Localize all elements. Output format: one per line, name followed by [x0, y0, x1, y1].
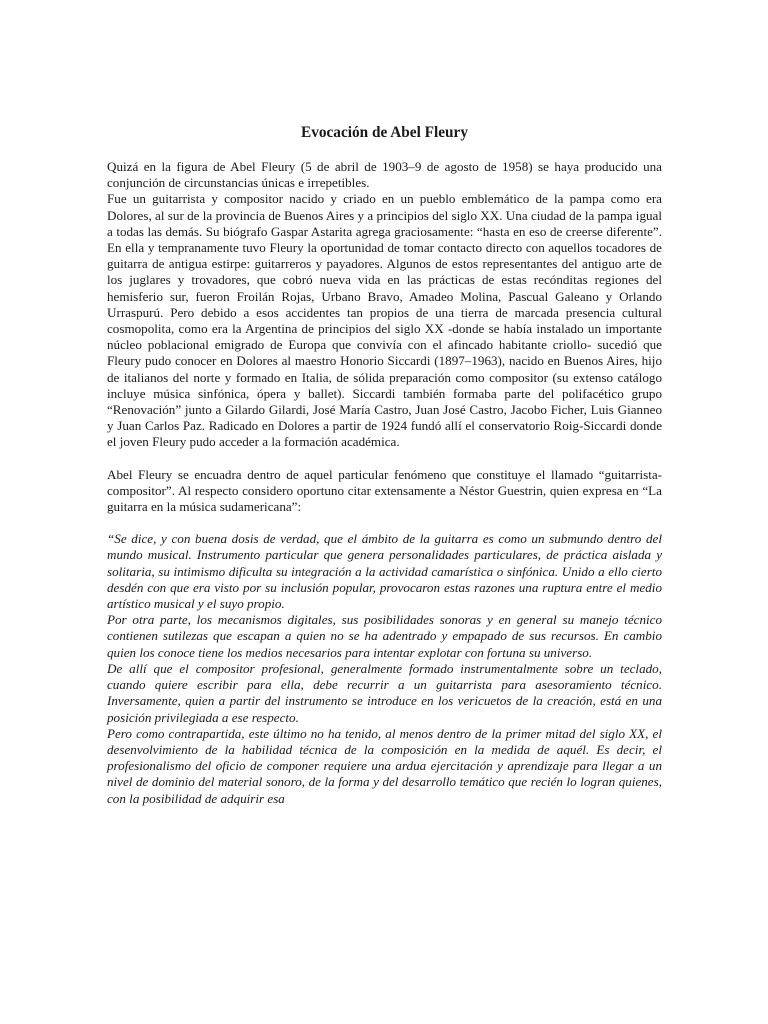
paragraph-gap — [107, 515, 662, 531]
quote-paragraph-1: “Se dice, y con buena dosis de verdad, que el ámbito de la guitarra es como un submundo dentro del mundo musical. Instrumento particular que genera personalidades particulares, de práctica aislada y solitaria, su intimismo dificulta su integración a la actividad camarística o sinfónica. Unido a ello cierto desdén con que era visto por su inclusión popular, provocaron estas razones una ruptura entre el medio artístico musical y el suyo propio. — [107, 531, 662, 612]
quote-paragraph-2: Por otra parte, los mecanismos digitales, sus posibilidades sonoras y en general su manejo técnico contienen sutilezas que escapan a quien no se ha adentrado y empapado de sus recursos. En cambio quien los conoce tiene los medios necesarios para intentar explotar con fortuna su universo. — [107, 612, 662, 660]
document-page — [107, 124, 662, 807]
document-title: Evocación de Abel Fleury — [301, 124, 468, 141]
paragraph-gap — [107, 451, 662, 467]
block-quote — [107, 531, 662, 806]
quote-paragraph-4: Pero como contrapartida, este último no ha tenido, al menos dentro de la primer mitad del siglo XX, el desenvolvimiento de la habilidad técnica de la composición en la medida de aquél. Es decir, el profesionalismo del oficio de componer requiere una ardua ejercitación y aprendizaje para llegar a un nivel de dominio del material sonoro, de la forma y del desarrollo temático que recién lo logran quienes, con la posibilidad de adquirir esa — [107, 725, 662, 806]
paragraph-guitarrista-compositor: Abel Fleury se encuadra dentro de aquel particular fenómeno que constituye el llamado “guitarrista-compositor”. Al respecto considero oportuno citar extensamente a Néstor Guestrin, quien expresa en “La guitarra en la música sudamericana”: — [107, 466, 662, 515]
quote-paragraph-3: De allí que el compositor profesional, generalmente formado instrumentalmente sobre un teclado, cuando quiere escribir para ella, debe recurrir a un guitarrista para asesoramiento técnico. Inversamente, quien a partir del instrumento se introduce en los vericuetos de la creación, está en una posición privilegiada a ese respecto. — [107, 660, 662, 725]
paragraph-biography: Fue un guitarrista y compositor nacido y criado en un pueblo emblemático de la pampa como era Dolores, al sur de la provincia de Buenos Aires y a principios del siglo XX. Una ciudad de la pampa igual a todas las demás. Su biógrafo Gaspar Astarita agrega graciosamente: “hasta en eso de creerse diferente”. En ella y tempranamente tuvo Fleury la oportunidad de tomar contacto directo con aquellos tocadores de guitarra de antigua estirpe: guitarreros y payadores. Algunos de estos representantes del antiguo arte de los juglares y trovadores, que cobró nueva vida en las prácticas de estas recónditas regiones del hemisferio sur, fueron Froilán Rojas, Urbano Bravo, Amadeo Molina, Pascual Galeano y Orlando Urraspurú. Pero debido a esos accidentes tan propios de una tierra de marcada presencia cultural cosmopolita, como era la Argentina de principios del siglo XX -donde se había instalado un importante núcleo poblacional emigrado de Europa que convivía con el afincado habitante criollo- sucedió que Fleury pudo conocer en Dolores al maestro Honorio Siccardi (1897–1963), nacido en Buenos Aires, hijo de italianos del norte y formado en Italia, de sólida preparación como compositor (su extenso catálogo incluye música sinfónica, ópera y ballet). Siccardi también formaba parte del polifacético grupo “Renovación” junto a Gilardo Gilardi, José María Castro, Juan José Castro, Jacobo Ficher, Luis Gianneo y Juan Carlos Paz. Radicado en Dolores a partir de 1924 fundó allí el conservatorio Roig-Siccardi donde el joven Fleury pudo acceder a la formación académica. — [107, 191, 662, 450]
paragraph-intro: Quizá en la figura de Abel Fleury (5 de abril de 1903–9 de agosto de 1958) se haya producido una conjunción de circunstancias únicas e irrepetibles. — [107, 159, 662, 191]
